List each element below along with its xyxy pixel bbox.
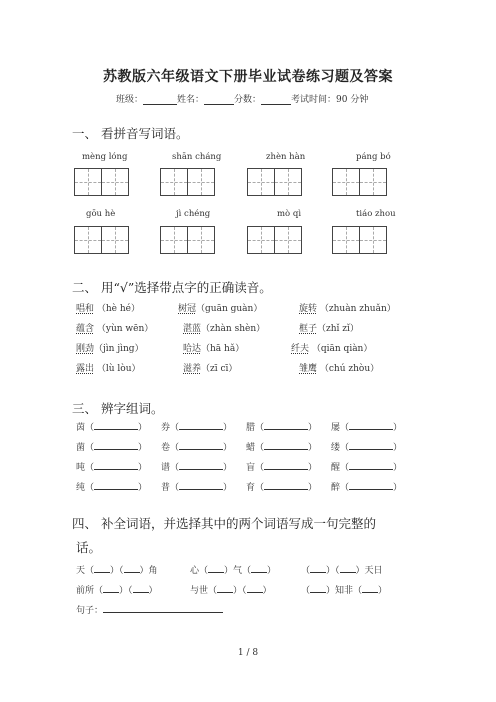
score-label: 分数： (234, 95, 262, 105)
pinyin-5: gōu hè (86, 209, 116, 219)
answer-blank[interactable] (179, 441, 223, 450)
word-item: 纤夫 （qiān qiàn） (291, 344, 373, 354)
idiom-4: 前所（ ）（ ） (76, 586, 158, 596)
answer-blank[interactable] (94, 481, 138, 490)
word-item: 刚劲（jìn jìng） (76, 344, 144, 354)
char-group-item: 谱（ ） (161, 463, 233, 473)
char-grid[interactable] (75, 226, 129, 254)
idiom-5: 与世（ ）（ ） (190, 586, 272, 596)
char-group-item: 育（ ） (246, 483, 318, 493)
section-4-title-cont: 话。 (76, 540, 102, 555)
answer-blank[interactable] (264, 481, 308, 490)
idiom-2: 心（ ）气（ ） (190, 566, 277, 576)
char-grid[interactable] (248, 168, 302, 196)
char-group-item: 腊（ ） (246, 423, 318, 433)
answer-blank[interactable] (349, 481, 393, 490)
pinyin-3: zhèn hàn (266, 152, 306, 162)
char-grid[interactable] (333, 168, 387, 196)
answer-blank[interactable] (349, 441, 393, 450)
answer-blank[interactable] (94, 461, 138, 470)
page-title: 苏教版六年级语文下册毕业试卷练习题及答案 (103, 69, 393, 85)
word-item: 唱和 （hè hé） (76, 304, 140, 314)
char-group-item: 普（ ） (161, 483, 233, 493)
word-item: 滋养（zī cī） (183, 364, 238, 374)
char-group-item: 卷（ ） (161, 443, 233, 453)
section-1-title: 一、 看拼音写词语。 (72, 126, 189, 141)
answer-blank[interactable] (264, 421, 308, 430)
class-blank[interactable] (143, 95, 177, 105)
char-group-item: 吨（ ） (76, 463, 148, 473)
name-label: 姓名： (177, 95, 205, 105)
char-group-item: 券（ ） (161, 423, 233, 433)
time-label: 考试时间：90 分钟 (291, 95, 369, 105)
section-4-title: 四、 补全词语，并选择其中的两个词语写成一句完整的 (72, 516, 376, 531)
char-grid[interactable] (161, 168, 215, 196)
idiom-6: （ ）知非（ ） (301, 586, 388, 596)
name-blank[interactable] (204, 95, 234, 105)
char-group-item: 缕（ ） (331, 443, 403, 453)
pinyin-8: tiáo zhou (356, 209, 396, 219)
answer-blank[interactable] (179, 481, 223, 490)
sentence-line: 句子： (76, 603, 223, 616)
answer-blank[interactable] (349, 461, 393, 470)
idiom-1: 天（ ）（ ）角 (76, 566, 158, 576)
class-label: 班级： (116, 95, 144, 105)
char-group-item: 纯（ ） (76, 483, 148, 493)
word-item: 露出 （lù lòu） (76, 364, 141, 374)
word-item: 旋转 （zhuàn zhuǎn） (299, 304, 396, 314)
pinyin-1: mèng lóng (82, 152, 128, 162)
pinyin-6: jì chéng (176, 209, 211, 219)
char-group-item: 菌（ ） (76, 443, 148, 453)
pinyin-7: mò qì (277, 209, 302, 219)
word-item: 哈达（hā hǎ） (183, 344, 245, 354)
char-grid[interactable] (248, 226, 302, 254)
word-item: 雏鹰 （chú zhòu） (299, 364, 380, 374)
section-3-title: 三、 辨字组词。 (72, 401, 164, 416)
answer-blank[interactable] (94, 441, 138, 450)
word-item: 树冠（guān guàn） (178, 304, 263, 314)
section-2-title: 二、 用“√”选择带点字的正确读音。 (72, 280, 272, 295)
word-item: 湛蓝（zhàn shèn） (183, 324, 266, 334)
pinyin-2: shān cháng (172, 152, 222, 162)
char-grid[interactable] (333, 226, 387, 254)
char-group-item: 醒（ ） (331, 463, 403, 473)
char-group-item: 蜡（ ） (246, 443, 318, 453)
pinyin-4: páng bó (356, 152, 391, 162)
char-grid[interactable] (75, 168, 129, 196)
sentence-blank[interactable] (103, 604, 223, 613)
answer-blank[interactable] (264, 441, 308, 450)
answer-blank[interactable] (179, 421, 223, 430)
char-group-item: 屡（ ） (331, 423, 403, 433)
char-grid[interactable] (161, 226, 215, 254)
answer-blank[interactable] (349, 421, 393, 430)
char-group-item: 盲（ ） (246, 463, 318, 473)
idiom-3: （ ）（ ）天日 (301, 566, 383, 576)
char-group-item: 醉（ ） (331, 483, 403, 493)
score-blank[interactable] (261, 95, 291, 105)
word-item: 蕴含 （yùn wēn） (76, 324, 154, 334)
char-group-item: 茵（ ） (76, 423, 148, 433)
answer-blank[interactable] (179, 461, 223, 470)
page-number: 1 / 8 (237, 648, 259, 658)
word-item: 框子（zhǐ zǐ） (299, 324, 359, 334)
student-info (116, 92, 368, 105)
answer-blank[interactable] (94, 421, 138, 430)
answer-blank[interactable] (264, 461, 308, 470)
